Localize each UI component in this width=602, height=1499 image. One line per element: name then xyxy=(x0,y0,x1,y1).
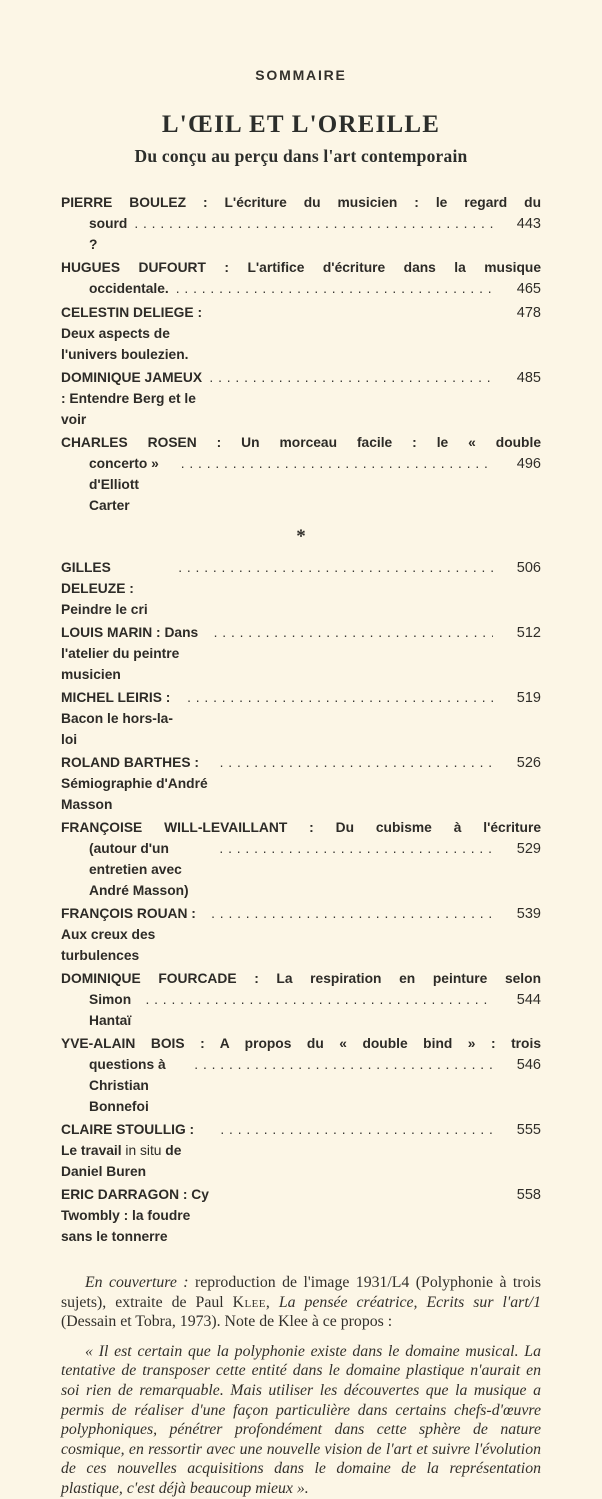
klee-quote-paragraph xyxy=(61,1342,541,1499)
toc-entry xyxy=(61,432,541,516)
toc-entry-text: ERIC DARRAGON : Cy Twombly : la foudre sans le tonnerre xyxy=(61,1187,209,1244)
roman-phrase: in situ xyxy=(125,1143,162,1158)
text-segment: La pensée créatrice, Ecrits sur l'art/1 xyxy=(278,1293,541,1311)
page-number: 546 xyxy=(516,1057,541,1073)
page-number: 465 xyxy=(516,281,541,297)
toc-entry-text: HUGUES DUFOURT : L'artifice d'écriture dans la musique xyxy=(61,260,541,275)
page-content xyxy=(61,0,541,1499)
toc-entry-text: CHARLES ROSEN : Un morceau facile : le « double xyxy=(61,435,541,450)
toc-entry xyxy=(61,192,541,255)
table-of-contents xyxy=(61,192,541,1247)
toc-line xyxy=(61,687,541,750)
toc-line xyxy=(61,302,541,365)
dot-leader xyxy=(219,838,493,859)
toc-entry-text: FRANÇOISE WILL-LEVAILLANT : Du cubisme à l'écriture xyxy=(61,820,541,835)
toc-entry-text: CELESTIN DELIEGE : Deux aspects de l'univers boulezien. xyxy=(61,305,203,362)
text-segment: Klee xyxy=(232,1293,266,1311)
toc-entry xyxy=(61,1033,541,1117)
page-number: 539 xyxy=(516,906,541,922)
page-number: 558 xyxy=(516,1187,541,1203)
toc-entry-text: LOUIS MARIN : Dans l'atelier du peintre musicien xyxy=(61,625,199,682)
toc-line xyxy=(61,1184,541,1247)
toc-line xyxy=(61,968,541,989)
toc-entry xyxy=(61,1184,541,1247)
toc-section xyxy=(61,192,541,516)
page-number: 529 xyxy=(516,841,541,857)
page-number: 555 xyxy=(516,1122,541,1138)
dot-leader xyxy=(178,557,493,578)
toc-entry-text: FRANÇOIS ROUAN : Aux creux des turbulences xyxy=(61,906,196,963)
toc-entry-text: ROLAND BARTHES : Sémiographie d'André Masson xyxy=(61,755,208,812)
toc-line xyxy=(61,622,541,685)
text-segment: (Dessain et Tobra, 1973). Note de Klee à ce propos : xyxy=(61,1313,393,1331)
dot-leader xyxy=(176,278,493,299)
dot-leader xyxy=(220,1119,493,1140)
dot-leader xyxy=(220,752,493,773)
toc-section xyxy=(61,557,541,1247)
dot-leader xyxy=(209,367,493,388)
dot-leader xyxy=(214,622,493,643)
page-title: L'ŒIL ET L'OREILLE xyxy=(161,111,441,138)
toc-line xyxy=(61,817,541,838)
kicker-sommaire: SOMMAIRE xyxy=(255,67,347,83)
toc-entry xyxy=(61,302,541,365)
page-number: 544 xyxy=(516,992,541,1008)
toc-entry-text: occidentale. xyxy=(89,281,169,296)
toc-entry xyxy=(61,817,541,901)
toc-entry-text: CLAIRE STOULLIG : Le travail in situ de Daniel Buren xyxy=(61,1122,195,1179)
toc-line xyxy=(61,257,541,278)
toc-line xyxy=(61,453,541,516)
toc-entry-text: MICHEL LEIRIS : Bacon le hors-la-loi xyxy=(61,690,173,747)
toc-entry-text: PIERRE BOULEZ : L'écriture du musicien : le regard du xyxy=(61,195,541,210)
dot-leader xyxy=(134,213,493,234)
toc-entry-text: concerto » d'Elliott Carter xyxy=(89,456,159,513)
text-segment: , xyxy=(265,1293,279,1311)
toc-entry-text: GILLES DELEUZE : Peindre le cri xyxy=(61,560,148,617)
toc-line xyxy=(61,989,541,1031)
toc-entry xyxy=(61,557,541,620)
toc-entry xyxy=(61,752,541,815)
toc-line xyxy=(61,432,541,453)
toc-entry xyxy=(61,367,541,430)
toc-line xyxy=(61,838,541,901)
toc-line xyxy=(61,1119,541,1182)
dot-leader xyxy=(194,1054,493,1075)
toc-line xyxy=(61,192,541,213)
toc-entry xyxy=(61,687,541,750)
toc-entry-text: sourd ? xyxy=(89,216,128,252)
text-segment: reproduction de l'image 1931/L4 (Polyphonie à trois sujets), extraite de Paul xyxy=(61,1274,541,1311)
dot-leader xyxy=(211,903,493,924)
toc-line xyxy=(61,903,541,966)
toc-line xyxy=(61,557,541,620)
toc-entry-text: DOMINIQUE FOURCADE : La respiration en peinture selon xyxy=(61,971,541,986)
section-separator-asterisk: * xyxy=(296,526,306,547)
toc-entry xyxy=(61,903,541,966)
page-number: 496 xyxy=(516,456,541,472)
toc-line xyxy=(61,1054,541,1117)
page-number: 519 xyxy=(516,690,541,706)
page-number: 506 xyxy=(516,560,541,576)
dot-leader xyxy=(181,453,493,474)
toc-entry-text: Simon Hantaï xyxy=(89,992,132,1028)
toc-line xyxy=(61,213,541,255)
toc-line xyxy=(61,278,541,300)
dot-leader xyxy=(187,687,493,708)
text-segment: « Il est certain que la polyphonie existe dans le domaine musical. La tentative de transposer cette entité dans le domaine plastique n'aurait en soi rien de remarquable. Mais utiliser les découvertes que la musique a permis de réaliser d'une façon particulière dans certains chefs-d'œuvre polyphoniques, pénétrer profondément dans cette sphère de nature cosmique, en ressortir avec une nouvelle vision de l'art et suivre l'évolution de ces nouvelles acquisitions dans le domaine de la représentation plastique, c'est déjà beaucoup mieux ». xyxy=(61,1342,541,1497)
page-number: 478 xyxy=(516,305,541,321)
toc-entry-text: (autour d'un entretien avec André Masson) xyxy=(89,841,189,898)
cover-note-paragraph xyxy=(61,1273,541,1332)
toc-entry-text: YVE-ALAIN BOIS : A propos du « double bind » : trois xyxy=(61,1036,541,1051)
toc-line xyxy=(61,752,541,815)
toc-line xyxy=(61,1033,541,1054)
toc-entry xyxy=(61,257,541,300)
toc-line xyxy=(61,367,541,430)
toc-entry-text: questions à Christian Bonnefoi xyxy=(89,1057,166,1114)
page-number: 485 xyxy=(516,370,541,386)
page-number: 443 xyxy=(516,216,541,232)
toc-entry-text: DOMINIQUE JAMEUX : Entendre Berg et le voir xyxy=(61,370,203,427)
colophon xyxy=(61,1273,541,1499)
page-number: 512 xyxy=(516,625,541,641)
page-number: 526 xyxy=(516,755,541,771)
toc-entry xyxy=(61,1119,541,1182)
toc-entry xyxy=(61,622,541,685)
text-segment: En couverture : xyxy=(85,1274,189,1291)
page-subtitle: Du conçu au perçu dans l'art contemporain xyxy=(134,146,468,166)
